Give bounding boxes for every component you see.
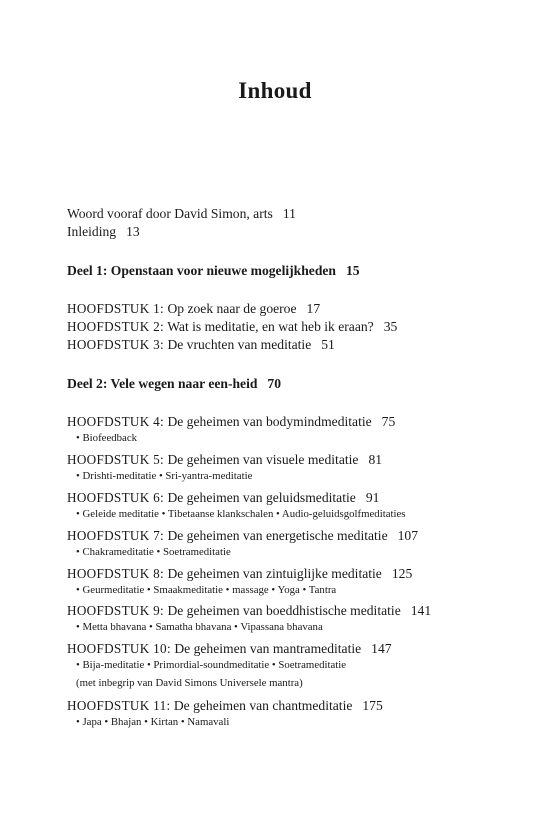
chapter-7-topics: • Chakrameditatie • Soetrameditatie	[76, 546, 231, 558]
page-number: 75	[381, 414, 396, 429]
chapter-10-topics-note: (met inbegrip van David Simons Universele mantra)	[76, 677, 303, 689]
page-number: 17	[306, 301, 321, 316]
toc-chapter-3	[67, 336, 335, 353]
chapter-label: HOOFDSTUK 6:	[67, 490, 165, 505]
toc-chapter-8	[67, 565, 412, 582]
chapter-10-topics: • Bija-meditatie • Primordial-soundmeditatie • Soetrameditatie	[76, 659, 347, 671]
chapter-9-topics: • Metta bhavana • Samatha bhavana • Vipassana bhavana	[76, 621, 323, 633]
page-number: 91	[365, 490, 380, 505]
page-number: 51	[321, 337, 335, 352]
toc-chapter-1	[67, 300, 320, 317]
chapter-label: HOOFDSTUK 8:	[67, 566, 165, 581]
chapter-8-topics: • Geurmeditatie • Smaakmeditatie • massage • Yoga • Tantra	[76, 584, 337, 596]
toc-chapter-4	[67, 413, 395, 430]
chapter-title: De geheimen van mantrameditatie	[174, 641, 362, 656]
chapter-label: HOOFDSTUK 5:	[67, 452, 165, 467]
toc-entry-introduction	[67, 223, 140, 240]
chapter-title: De geheimen van visuele meditatie	[167, 452, 359, 467]
chapter-title: De geheimen van zintuiglijke meditatie	[167, 566, 382, 581]
page-number: 11	[282, 206, 296, 221]
chapter-label: HOOFDSTUK 2:	[67, 319, 165, 334]
page-number: 13	[126, 224, 140, 239]
chapter-label: HOOFDSTUK 7:	[67, 528, 165, 543]
toc-chapter-5	[67, 451, 382, 468]
chapter-6-topics: • Geleide meditatie • Tibetaanse klankschalen • Audio-geluidsgolfmeditaties	[76, 508, 406, 520]
toc-chapter-6	[67, 489, 379, 506]
chapter-label: HOOFDSTUK 11:	[67, 698, 171, 713]
chapter-4-topics: • Biofeedback	[76, 432, 138, 444]
chapter-label: HOOFDSTUK 10:	[67, 641, 171, 656]
entry-text: Inleiding	[67, 224, 117, 239]
toc-part-2	[67, 375, 281, 392]
page-number: 175	[362, 698, 383, 713]
part-title: Deel 2: Vele wegen naar een-heid	[67, 376, 258, 391]
toc-chapter-11	[67, 697, 383, 714]
chapter-label: HOOFDSTUK 3:	[67, 337, 165, 352]
page-number: 81	[368, 452, 383, 467]
chapter-label: HOOFDSTUK 1:	[67, 301, 165, 316]
chapter-11-topics: • Japa • Bhajan • Kirtan • Namavali	[76, 716, 230, 728]
page-number: 35	[383, 319, 398, 334]
chapter-label: HOOFDSTUK 9:	[67, 603, 165, 618]
part-title: Deel 1: Openstaan voor nieuwe mogelijkheden	[67, 263, 336, 278]
chapter-title: De geheimen van boeddhistische meditatie	[167, 603, 401, 618]
chapter-title: Wat is meditatie, en wat heb ik eraan?	[167, 319, 374, 334]
toc-chapter-2	[67, 318, 397, 335]
page-number: 107	[397, 528, 419, 543]
chapter-title: Op zoek naar de goeroe	[167, 301, 297, 316]
toc-part-1	[67, 262, 360, 279]
toc-chapter-10	[67, 640, 392, 657]
toc-entry-foreword	[67, 205, 296, 222]
chapter-title: De geheimen van chantmeditatie	[173, 698, 353, 713]
chapter-title: De geheimen van energetische meditatie	[167, 528, 388, 543]
page-number: 141	[410, 603, 432, 618]
chapter-title: De geheimen van bodymindmeditatie	[167, 414, 372, 429]
chapter-label: HOOFDSTUK 4:	[67, 414, 165, 429]
chapter-title: De vruchten van meditatie	[167, 337, 312, 352]
page-number: 125	[391, 566, 413, 581]
page-number: 70	[267, 376, 282, 391]
entry-text: Woord vooraf door David Simon, arts	[67, 206, 273, 221]
toc-chapter-9	[67, 602, 431, 619]
page-number: 147	[371, 641, 392, 656]
chapter-5-topics: • Drishti-meditatie • Sri-yantra-meditatie	[76, 470, 253, 482]
page-title: Inhoud	[238, 78, 312, 103]
page-number: 15	[345, 263, 360, 278]
toc-chapter-7	[67, 527, 418, 544]
chapter-title: De geheimen van geluidsmeditatie	[167, 490, 356, 505]
